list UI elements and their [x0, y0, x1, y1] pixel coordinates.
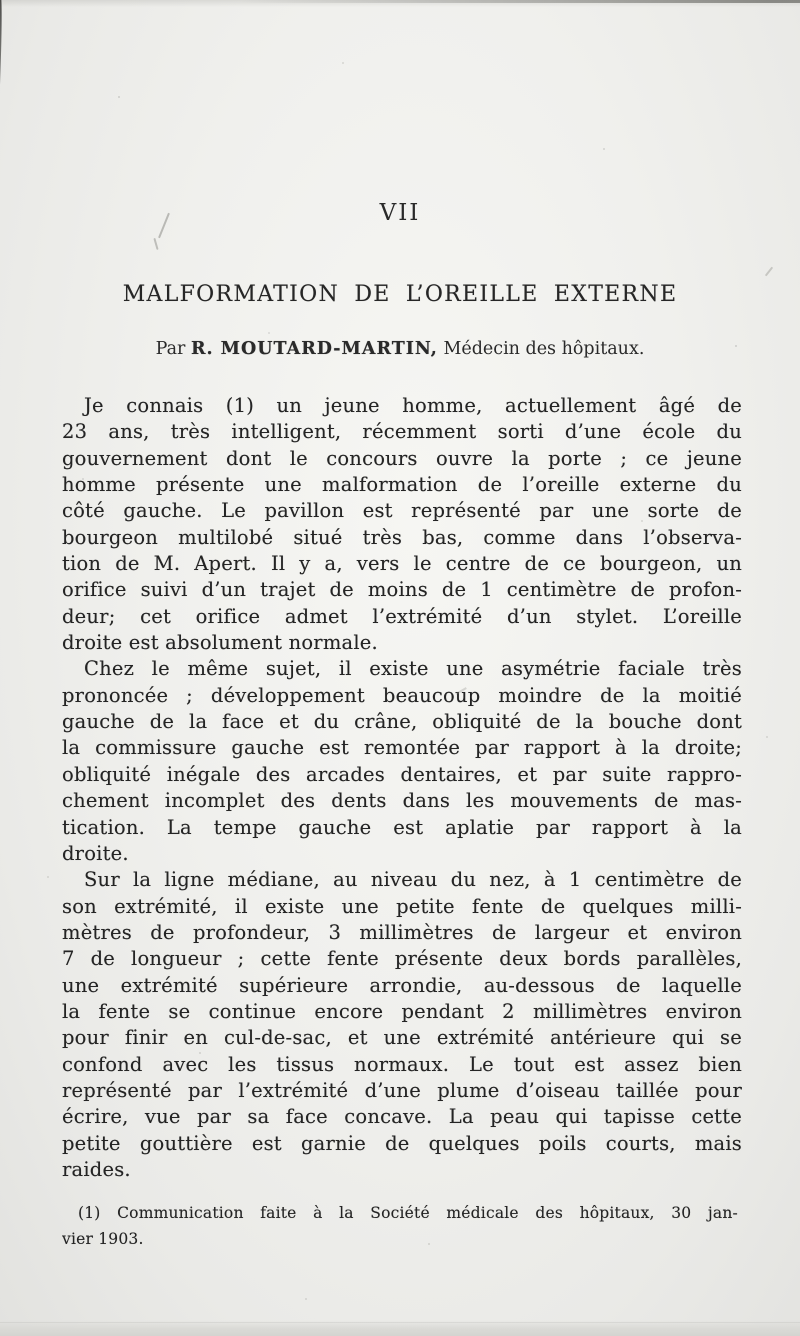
footnote-line: vier 1903.: [62, 1229, 144, 1248]
text-line: Sur la ligne médiane, au niveau du nez, à 1 centimètre de: [84, 868, 742, 892]
scan-artifact-stray-mark: [765, 267, 773, 277]
text-line: Je connais (1) un jeune homme, actuellement âgé de: [84, 394, 742, 417]
text-line: deur; cet orifice admet l’extrémité d’un stylet. L’oreille: [62, 604, 742, 628]
text-line: droite est absolument normale.: [62, 631, 378, 655]
text-line: écrire, vue par sa face concave. La peau qui tapisse cette: [62, 1105, 742, 1129]
footnote: [62, 1201, 738, 1252]
text-line: chement incomplet des dents dans les mouvements de mas-: [62, 789, 742, 813]
byline-prefix: Par: [155, 339, 191, 359]
text-line: bourgeon multilobé situé très bas, comme dans l’observa-: [62, 525, 742, 549]
text-line: gouvernement dont le concours ouvre la porte ; ce jeune: [62, 446, 742, 470]
text-line: tication. La tempe gauche est aplatie par rapport à la: [62, 815, 742, 839]
text-line: son extrémité, il existe une petite fente de quelques milli-: [62, 894, 742, 918]
text-line: gauche de la face et du crâne, obliquité de la bouche dont: [62, 710, 742, 734]
article-body: [62, 393, 742, 1183]
byline: [0, 339, 800, 359]
text-line: la fente se continue encore pendant 2 millimètres environ: [62, 999, 742, 1023]
text-line: orifice suivi d’un trajet de moins de 1 centimètre de profon-: [62, 578, 742, 602]
text-line: Chez le même sujet, il existe une asymétrie faciale très: [84, 657, 742, 681]
scan-artifact-top-edge: [240, 0, 800, 3]
text-line: représenté par l’extrémité d’une plume d’oiseau taillée pour: [62, 1078, 742, 1102]
byline-suffix: Médecin des hôpitaux.: [437, 339, 645, 359]
text-line: mètres de profondeur, 3 millimètres de largeur et environ: [62, 920, 742, 944]
text-line: obliquité inégale des arcades dentaires, et par suite rappro-: [62, 762, 742, 786]
text-line: prononcée ; développement beaucoup moindre de la moitié: [62, 683, 742, 707]
text-line: tion de M. Apert. Il y a, vers le centre de ce bourgeon, un: [62, 552, 742, 576]
scan-artifact-bottom-band: [0, 1320, 800, 1336]
text-line: une extrémité supérieure arrondie, au-dessous de laquelle: [62, 973, 742, 997]
article-title: MALFORMATION DE L’OREILLE EXTERNE: [122, 282, 678, 307]
text-line: 23 ans, très intelligent, récemment sorti d’une école du: [62, 420, 742, 444]
scan-artifact-left-edge: [0, 0, 4, 209]
author-name: R. MOUTARD-MARTIN,: [190, 339, 438, 359]
text-line: 7 de longueur ; cette fente présente deux bords parallèles,: [62, 947, 742, 971]
scan-artifact-specks: [0, 0, 2, 2]
chapter-number: VII: [379, 200, 421, 226]
text-line: homme présente une malformation de l’oreille externe du: [62, 473, 742, 497]
footnote-line: (1) Communication faite à la Société médicale des hôpitaux, 30 jan-: [78, 1204, 738, 1222]
text-line: côté gauche. Le pavillon est représenté par une sorte de: [62, 499, 742, 523]
text-line: raides.: [62, 1157, 131, 1181]
text-line: pour finir en cul-de-sac, et une extrémité antérieure qui se: [62, 1026, 742, 1050]
text-line: droite.: [62, 841, 129, 865]
text-line: petite gouttière est garnie de quelques poils courts, mais: [62, 1131, 742, 1155]
text-line: la commissure gauche est remontée par rapport à la droite;: [62, 736, 742, 760]
text-line: confond avec les tissus normaux. Le tout est assez bien: [62, 1052, 742, 1076]
scan-artifact-stray-mark: [153, 238, 158, 250]
